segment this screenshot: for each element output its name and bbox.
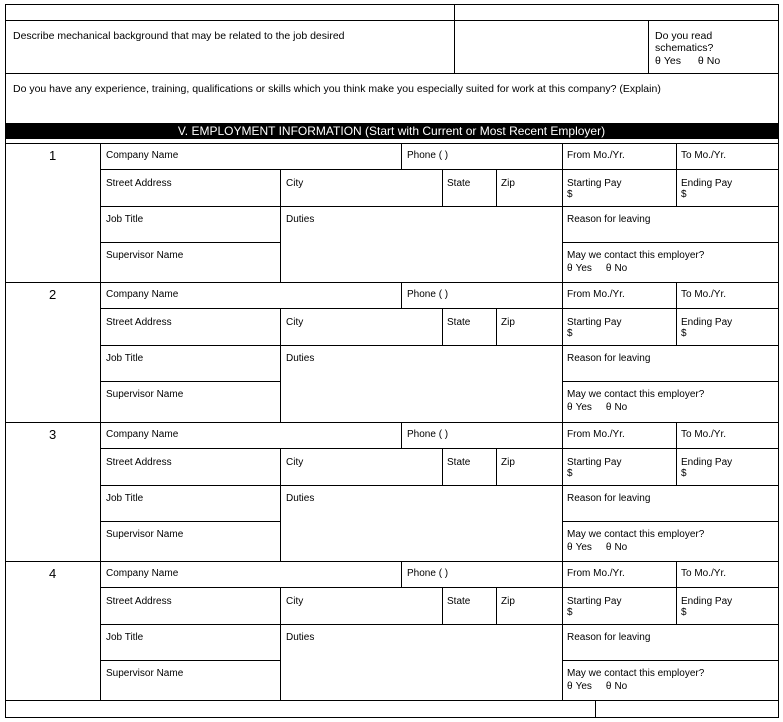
company-name-label: Company Name [106,150,179,161]
grid-line [676,422,677,486]
no-label: No [614,681,628,692]
phone-label: Phone ( ) [407,568,449,579]
reason-for-leaving-label: Reason for leaving [567,214,651,225]
yes-label: Yes [575,402,592,413]
grid-line [676,561,677,625]
grid-line [401,282,402,309]
grid-line [100,345,779,346]
ending-pay-currency: $ [681,328,687,339]
grid-line [562,521,779,522]
radio-glyph-icon: θ [567,402,573,413]
duties-label: Duties [286,493,315,504]
grid-line [401,143,402,170]
ending-pay-label: Ending Pay [681,457,733,468]
no-label: No [614,263,628,274]
duties-label: Duties [286,353,315,364]
grid-line [5,700,779,701]
grid-line [5,717,779,718]
grid-line [454,4,455,74]
radio-glyph-icon: θ [605,542,612,553]
city-label: City [286,317,304,328]
grid-line [5,422,779,423]
grid-line [401,561,402,588]
grid-line [778,4,779,718]
job-title-label: Job Title [106,493,144,504]
city-label: City [286,457,304,468]
grid-line [100,485,779,486]
ending-pay-currency: $ [681,607,687,618]
state-label: State [447,457,471,468]
schematics-no-option[interactable] [698,55,720,67]
no-label: No [614,402,628,413]
grid-line [5,143,779,144]
radio-glyph-icon: θ [605,681,612,692]
contact-yes-option[interactable] [567,542,592,553]
job-title-label: Job Title [106,214,144,225]
grid-line [5,4,6,718]
to-date-label: To Mo./Yr. [681,289,727,300]
grid-line [100,521,281,522]
contact-yes-option[interactable] [567,402,592,413]
supervisor-name-label: Supervisor Name [106,529,184,540]
grid-line [5,73,779,74]
employer-number: 3 [49,427,57,442]
yes-label: Yes [575,542,592,553]
starting-pay-currency: $ [567,468,573,479]
schematics-question-line1: Do you read [655,30,713,42]
starting-pay-label: Starting Pay [567,457,622,468]
mechanical-background-label: Describe mechanical background that may be related to the job desired [13,30,345,42]
grid-line [442,308,443,346]
contact-options [567,263,627,275]
contact-employer-question: May we contact this employer? [567,668,705,679]
supervisor-name-label: Supervisor Name [106,389,184,400]
reason-for-leaving-label: Reason for leaving [567,632,651,643]
grid-line [496,448,497,486]
state-label: State [447,596,471,607]
street-address-label: Street Address [106,317,172,328]
to-date-label: To Mo./Yr. [681,150,727,161]
grid-line [562,561,563,700]
schematics-question-line2: schematics? [655,42,714,54]
grid-line [100,448,779,449]
contact-employer-question: May we contact this employer? [567,529,705,540]
supervisor-name-label: Supervisor Name [106,668,184,679]
grid-line [676,282,677,346]
grid-line [280,308,281,422]
zip-label: Zip [501,457,515,468]
grid-line [100,169,779,170]
street-address-label: Street Address [106,178,172,189]
grid-line [100,206,779,207]
grid-line [562,282,563,422]
grid-line [562,422,563,561]
grid-line [100,143,101,282]
radio-glyph-icon: θ [605,402,612,413]
grid-line [401,422,402,449]
state-label: State [447,317,471,328]
street-address-label: Street Address [106,596,172,607]
zip-label: Zip [501,596,515,607]
grid-line [100,660,281,661]
no-label: No [614,542,628,553]
radio-glyph-icon: θ [567,681,573,692]
section-header-employment: V. EMPLOYMENT INFORMATION (Start with Current or Most Recent Employer) [5,123,778,139]
starting-pay-label: Starting Pay [567,596,622,607]
grid-line [280,448,281,561]
ending-pay-label: Ending Pay [681,317,733,328]
grid-line [648,20,649,74]
grid-line [100,282,101,422]
city-label: City [286,178,304,189]
contact-yes-option[interactable] [567,681,592,692]
street-address-label: Street Address [106,457,172,468]
grid-line [5,20,779,21]
grid-line [5,561,779,562]
employer-number: 2 [49,287,57,302]
starting-pay-currency: $ [567,189,573,200]
yes-label: Yes [575,263,592,274]
ending-pay-label: Ending Pay [681,596,733,607]
contact-employer-question: May we contact this employer? [567,389,705,400]
zip-label: Zip [501,317,515,328]
contact-options [567,402,627,414]
schematics-yes-option[interactable] [655,55,681,67]
grid-line [562,242,779,243]
job-title-label: Job Title [106,353,144,364]
radio-glyph-icon: θ [567,542,573,553]
radio-glyph-icon: θ [605,263,612,274]
grid-line [5,4,779,5]
grid-line [100,624,779,625]
from-date-label: From Mo./Yr. [567,150,625,161]
phone-label: Phone ( ) [407,429,449,440]
grid-line [496,587,497,625]
grid-line [496,169,497,207]
schematics-options [655,55,720,67]
reason-for-leaving-label: Reason for leaving [567,493,651,504]
contact-employer-question: May we contact this employer? [567,250,705,261]
grid-line [280,587,281,700]
phone-label: Phone ( ) [407,150,449,161]
grid-line [5,282,779,283]
contact-options [567,542,627,554]
yes-label: Yes [663,55,681,67]
starting-pay-currency: $ [567,328,573,339]
starting-pay-label: Starting Pay [567,178,622,189]
zip-label: Zip [501,178,515,189]
contact-no-option[interactable] [606,681,627,692]
ending-pay-currency: $ [681,468,687,479]
yes-label: Yes [575,681,592,692]
grid-line [100,381,281,382]
radio-glyph-icon: θ [567,263,573,274]
grid-line [280,169,281,282]
employer-number: 1 [49,148,57,163]
from-date-label: From Mo./Yr. [567,568,625,579]
radio-glyph-icon: θ [697,55,704,67]
job-title-label: Job Title [106,632,144,643]
grid-line [100,308,779,309]
grid-line [676,143,677,207]
grid-line [442,587,443,625]
supervisor-name-label: Supervisor Name [106,250,184,261]
grid-line [100,561,101,700]
experience-question-label: Do you have any experience, training, qualifications or skills which you think make you especially suited for work at this company? (Explain) [13,83,661,95]
contact-no-option[interactable] [606,542,627,553]
to-date-label: To Mo./Yr. [681,429,727,440]
ending-pay-currency: $ [681,189,687,200]
grid-line [442,169,443,207]
from-date-label: From Mo./Yr. [567,429,625,440]
ending-pay-label: Ending Pay [681,178,733,189]
company-name-label: Company Name [106,568,179,579]
phone-label: Phone ( ) [407,289,449,300]
grid-line [100,422,101,561]
company-name-label: Company Name [106,429,179,440]
grid-line [562,660,779,661]
no-label: No [706,55,721,67]
contact-no-option[interactable] [606,402,627,413]
duties-label: Duties [286,214,315,225]
grid-line [562,143,563,282]
company-name-label: Company Name [106,289,179,300]
grid-line [442,448,443,486]
to-date-label: To Mo./Yr. [681,568,727,579]
city-label: City [286,596,304,607]
starting-pay-label: Starting Pay [567,317,622,328]
starting-pay-currency: $ [567,607,573,618]
contact-no-option[interactable] [606,263,627,274]
grid-line [100,587,779,588]
radio-glyph-icon: θ [655,55,661,67]
state-label: State [447,178,471,189]
employer-number: 4 [49,566,57,581]
grid-line [496,308,497,346]
duties-label: Duties [286,632,315,643]
from-date-label: From Mo./Yr. [567,289,625,300]
grid-line [562,381,779,382]
contact-yes-option[interactable] [567,263,592,274]
contact-options [567,681,627,693]
grid-line [595,700,596,718]
grid-line [100,242,281,243]
reason-for-leaving-label: Reason for leaving [567,353,651,364]
